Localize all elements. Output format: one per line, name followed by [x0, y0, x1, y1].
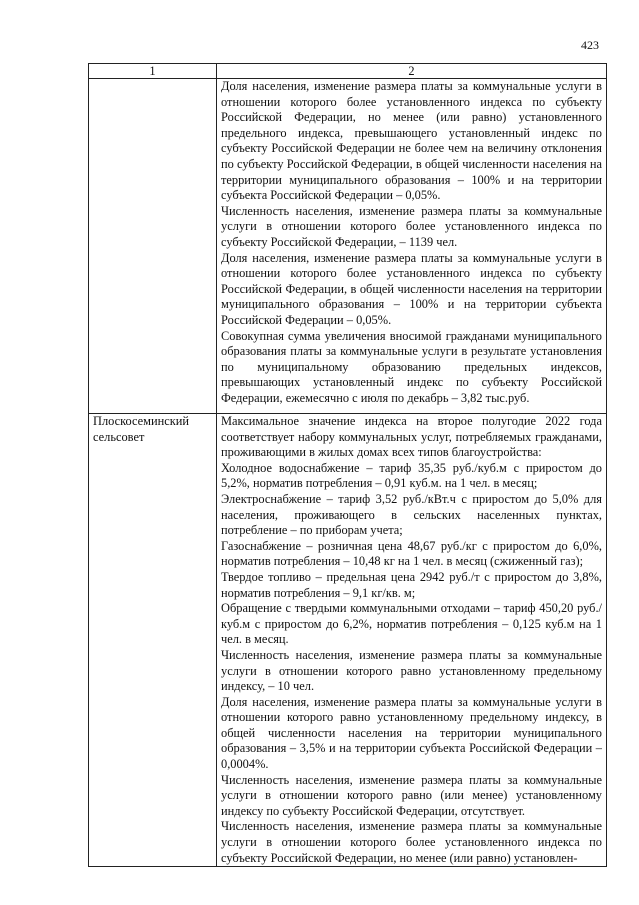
- paragraph: Холодное водоснабжение – тариф 35,35 руб./куб.м с приростом до 5,2%, норматив потребления – 0,91 куб.м. на 1 чел. в месяц;: [221, 460, 602, 491]
- paragraph: Совокупная сумма увеличения вносимой гражданами муниципального образования платы за коммунальные услуги в результате установления по муниципальному образованию предельных индексов, превышающих установленный индекс по субъекту Российской Федерации, ежемесячно с июля по декабрь – 3,82 тыс.руб.: [221, 328, 602, 405]
- description-cell: [217, 79, 607, 414]
- paragraph: Газоснабжение – розничная цена 48,67 руб./кг с приростом до 6,0%, норматив потребления – 10,48 кг на 1 чел. в месяц (сжиженный газ);: [221, 538, 602, 569]
- paragraph: Электроснабжение – тариф 3,52 руб./кВт.ч с приростом до 5,0% для населения, проживающего в сельских населенных пунктах, потребление – по приборам учета;: [221, 491, 602, 538]
- table-header-row: [89, 64, 607, 79]
- paragraph: Численность населения, изменение размера платы за коммунальные услуги в отношении которого равно (или менее) установленному индексу по субъекту Российской Федерации, отсутствует.: [221, 772, 602, 818]
- paragraph: Численность населения, изменение размера платы за коммунальные услуги в отношении которого более установленного индекса по субъекту Российской Федерации, – 1139 чел.: [221, 203, 602, 249]
- paragraph: Численность населения, изменение размера платы за коммунальные услуги в отношении которого равно установленному предельному индексу, – 10 чел.: [221, 647, 602, 694]
- column-header-2: 2: [217, 64, 607, 79]
- column-header-1: 1: [89, 64, 217, 79]
- table-row: [89, 79, 607, 414]
- document-table: [88, 63, 607, 867]
- page-number: 423: [581, 38, 599, 52]
- paragraph: Численность населения, изменение размера платы за коммунальные услуги в отношении которого более установленного индекса по субъекту Российской Федерации, но менее (или равно) установлен-: [221, 819, 602, 865]
- municipality-cell: [89, 79, 217, 414]
- paragraph: Обращение с твердыми коммунальными отходами – тариф 450,20 руб./куб.м с приростом до 6,2%, норматив потребления – 0,125 куб.м на 1 чел. в месяц.: [221, 601, 602, 647]
- paragraph: Доля населения, изменение размера платы за коммунальные услуги в отношении которого равно установленному предельному индексу, в общей численности населения на территории муниципального образования – 3,5% и на территории субъекта Российской Федерации – 0,0004%.: [221, 694, 602, 772]
- paragraph: Максимальное значение индекса на второе полугодие 2022 года соответствует набору коммунальных услуг, потребляемых гражданами, проживающими в жилых домах всех типов благоустройства:: [221, 414, 602, 460]
- description-cell: [217, 414, 607, 867]
- municipality-cell: Плоскосеминский сельсовет: [89, 414, 217, 867]
- table-row: [89, 414, 607, 867]
- paragraph: Доля населения, изменение размера платы за коммунальные услуги в отношении которого более установленного индекса по субъекту Российской Федерации, в общей численности населения на территории муниципального образования – 100% и на территории субъекта Российской Федерации – 0,05%.: [221, 250, 602, 327]
- paragraph: Твердое топливо – предельная цена 2942 руб./т с приростом до 3,8%, норматив потребления – 9,1 кг/кв. м;: [221, 569, 602, 600]
- paragraph: Доля населения, изменение размера платы за коммунальные услуги в отношении которого более установленного индекса по субъекту Российской Федерации, но менее (или равно) установленного предельного индекса, превышающего установленный индекс по субъекту Российской Федерации не более чем на величину отклонения по субъекту Российской Федерации, в общей численности населения на территории муниципального образования – 100% и на территории субъекта Российской Федерации – 0,05%.: [221, 79, 602, 203]
